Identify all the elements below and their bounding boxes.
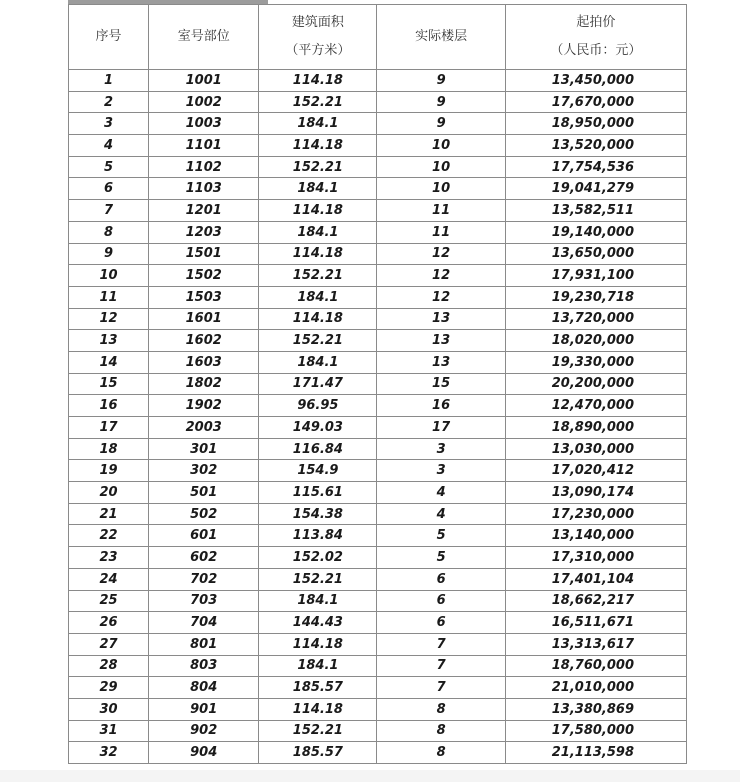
cell-price: 19,330,000 — [505, 351, 686, 373]
table-row — [69, 178, 687, 200]
cell-floor: 13 — [377, 330, 505, 352]
cell-area: 154.38 — [259, 503, 377, 525]
cell-floor: 13 — [377, 351, 505, 373]
cell-area: 184.1 — [259, 113, 377, 135]
cell-room: 601 — [149, 525, 259, 547]
cell-seq: 19 — [69, 460, 149, 482]
cell-area: 185.57 — [259, 742, 377, 764]
cell-room: 1102 — [149, 156, 259, 178]
cell-price: 13,380,869 — [505, 698, 686, 720]
cell-seq: 7 — [69, 200, 149, 222]
cell-floor: 11 — [377, 200, 505, 222]
cell-area: 149.03 — [259, 417, 377, 439]
cell-seq: 31 — [69, 720, 149, 742]
header-price — [505, 5, 686, 70]
cell-seq: 23 — [69, 547, 149, 569]
cell-seq: 27 — [69, 633, 149, 655]
table-row — [69, 720, 687, 742]
cell-price: 17,230,000 — [505, 503, 686, 525]
cell-seq: 3 — [69, 113, 149, 135]
cell-floor: 6 — [377, 590, 505, 612]
cell-floor: 10 — [377, 135, 505, 157]
header-floor: 实际楼层 — [377, 5, 505, 70]
table-row — [69, 438, 687, 460]
cell-room: 1603 — [149, 351, 259, 373]
cell-area: 184.1 — [259, 351, 377, 373]
table-row — [69, 330, 687, 352]
cell-room: 1601 — [149, 308, 259, 330]
cell-room: 301 — [149, 438, 259, 460]
cell-area: 171.47 — [259, 373, 377, 395]
cell-price: 13,720,000 — [505, 308, 686, 330]
cell-area: 152.21 — [259, 265, 377, 287]
cell-floor: 3 — [377, 460, 505, 482]
cell-price: 17,754,536 — [505, 156, 686, 178]
header-price-unit: （人民币：元） — [550, 43, 642, 58]
cell-price: 18,760,000 — [505, 655, 686, 677]
cell-floor: 3 — [377, 438, 505, 460]
cell-area: 154.9 — [259, 460, 377, 482]
cell-area: 184.1 — [259, 655, 377, 677]
cell-room: 1802 — [149, 373, 259, 395]
cell-room: 1602 — [149, 330, 259, 352]
table-row — [69, 417, 687, 439]
cell-seq: 1 — [69, 70, 149, 92]
cell-seq: 17 — [69, 417, 149, 439]
cell-floor: 13 — [377, 308, 505, 330]
header-room: 室号部位 — [149, 5, 259, 70]
cell-price: 21,010,000 — [505, 677, 686, 699]
header-price-title: 起拍价 — [576, 15, 616, 30]
cell-room: 803 — [149, 655, 259, 677]
table-row — [69, 286, 687, 308]
cell-area: 114.18 — [259, 243, 377, 265]
cell-area: 152.21 — [259, 720, 377, 742]
cell-floor: 9 — [377, 113, 505, 135]
cell-area: 152.21 — [259, 330, 377, 352]
cell-floor: 7 — [377, 655, 505, 677]
cell-seq: 24 — [69, 568, 149, 590]
cell-room: 302 — [149, 460, 259, 482]
table-row — [69, 91, 687, 113]
cell-area: 152.21 — [259, 156, 377, 178]
cell-room: 502 — [149, 503, 259, 525]
cell-floor: 9 — [377, 70, 505, 92]
cell-seq: 22 — [69, 525, 149, 547]
cell-price: 19,230,718 — [505, 286, 686, 308]
cell-area: 113.84 — [259, 525, 377, 547]
cell-area: 184.1 — [259, 590, 377, 612]
cell-room: 1502 — [149, 265, 259, 287]
table-row — [69, 525, 687, 547]
page-bottom-edge — [0, 770, 740, 782]
table-row — [69, 742, 687, 764]
cell-seq: 4 — [69, 135, 149, 157]
cell-area: 144.43 — [259, 612, 377, 634]
cell-area: 114.18 — [259, 698, 377, 720]
cell-room: 1002 — [149, 91, 259, 113]
cell-room: 1001 — [149, 70, 259, 92]
table-row — [69, 243, 687, 265]
cell-floor: 17 — [377, 417, 505, 439]
cell-price: 16,511,671 — [505, 612, 686, 634]
cell-floor: 7 — [377, 633, 505, 655]
table-row — [69, 265, 687, 287]
cell-room: 1203 — [149, 221, 259, 243]
cell-price: 19,041,279 — [505, 178, 686, 200]
cell-seq: 30 — [69, 698, 149, 720]
cell-seq: 25 — [69, 590, 149, 612]
cell-floor: 6 — [377, 612, 505, 634]
table-row — [69, 308, 687, 330]
cell-seq: 2 — [69, 91, 149, 113]
table-row — [69, 612, 687, 634]
cell-floor: 5 — [377, 525, 505, 547]
cell-room: 2003 — [149, 417, 259, 439]
cell-floor: 8 — [377, 720, 505, 742]
table-row — [69, 113, 687, 135]
cell-price: 18,662,217 — [505, 590, 686, 612]
cell-room: 1003 — [149, 113, 259, 135]
cell-price: 13,090,174 — [505, 482, 686, 504]
cell-room: 901 — [149, 698, 259, 720]
cell-seq: 6 — [69, 178, 149, 200]
cell-seq: 29 — [69, 677, 149, 699]
table-row — [69, 221, 687, 243]
cell-area: 184.1 — [259, 178, 377, 200]
table-row — [69, 200, 687, 222]
table-row — [69, 460, 687, 482]
header-area-unit: （平方米） — [285, 43, 351, 58]
cell-area: 152.02 — [259, 547, 377, 569]
cell-room: 704 — [149, 612, 259, 634]
cell-seq: 21 — [69, 503, 149, 525]
table-row — [69, 568, 687, 590]
cell-area: 114.18 — [259, 200, 377, 222]
cell-room: 1101 — [149, 135, 259, 157]
cell-price: 12,470,000 — [505, 395, 686, 417]
cell-price: 21,113,598 — [505, 742, 686, 764]
cell-floor: 15 — [377, 373, 505, 395]
cell-seq: 32 — [69, 742, 149, 764]
cell-room: 1201 — [149, 200, 259, 222]
header-seq: 序号 — [69, 5, 149, 70]
cell-seq: 16 — [69, 395, 149, 417]
table-row — [69, 503, 687, 525]
table-row — [69, 633, 687, 655]
cell-floor: 10 — [377, 178, 505, 200]
cell-area: 152.21 — [259, 568, 377, 590]
header-row — [69, 5, 687, 70]
cell-price: 17,310,000 — [505, 547, 686, 569]
cell-room: 703 — [149, 590, 259, 612]
cell-seq: 15 — [69, 373, 149, 395]
cell-area: 185.57 — [259, 677, 377, 699]
cell-room: 1902 — [149, 395, 259, 417]
cell-floor: 10 — [377, 156, 505, 178]
header-area — [259, 5, 377, 70]
cell-room: 1103 — [149, 178, 259, 200]
table-row — [69, 351, 687, 373]
table-row — [69, 655, 687, 677]
cell-seq: 10 — [69, 265, 149, 287]
cell-seq: 18 — [69, 438, 149, 460]
cell-price: 17,931,100 — [505, 265, 686, 287]
cell-floor: 8 — [377, 698, 505, 720]
table-row — [69, 135, 687, 157]
cell-price: 17,670,000 — [505, 91, 686, 113]
cell-floor: 5 — [377, 547, 505, 569]
cell-seq: 5 — [69, 156, 149, 178]
table-row — [69, 70, 687, 92]
table-row — [69, 698, 687, 720]
cell-price: 13,140,000 — [505, 525, 686, 547]
cell-price: 18,020,000 — [505, 330, 686, 352]
cell-floor: 4 — [377, 482, 505, 504]
table-row — [69, 590, 687, 612]
cell-room: 702 — [149, 568, 259, 590]
cell-room: 904 — [149, 742, 259, 764]
table-row — [69, 395, 687, 417]
cell-area: 96.95 — [259, 395, 377, 417]
cell-seq: 14 — [69, 351, 149, 373]
cell-area: 184.1 — [259, 221, 377, 243]
cell-price: 18,890,000 — [505, 417, 686, 439]
cell-floor: 12 — [377, 286, 505, 308]
cell-floor: 12 — [377, 265, 505, 287]
cell-area: 116.84 — [259, 438, 377, 460]
cell-floor: 8 — [377, 742, 505, 764]
table-body — [69, 70, 687, 764]
cell-area: 114.18 — [259, 633, 377, 655]
cell-floor: 4 — [377, 503, 505, 525]
cell-price: 13,582,511 — [505, 200, 686, 222]
table-row — [69, 373, 687, 395]
cell-area: 152.21 — [259, 91, 377, 113]
table-row — [69, 677, 687, 699]
cell-room: 1503 — [149, 286, 259, 308]
cell-floor: 6 — [377, 568, 505, 590]
cell-price: 17,401,104 — [505, 568, 686, 590]
cell-seq: 13 — [69, 330, 149, 352]
cell-room: 804 — [149, 677, 259, 699]
cell-floor: 11 — [377, 221, 505, 243]
cell-area: 114.18 — [259, 70, 377, 92]
cell-area: 184.1 — [259, 286, 377, 308]
cell-area: 114.18 — [259, 308, 377, 330]
cell-room: 902 — [149, 720, 259, 742]
cell-price: 17,580,000 — [505, 720, 686, 742]
table-row — [69, 156, 687, 178]
cell-floor: 16 — [377, 395, 505, 417]
cell-room: 801 — [149, 633, 259, 655]
cell-price: 13,520,000 — [505, 135, 686, 157]
cell-room: 1501 — [149, 243, 259, 265]
cell-price: 13,030,000 — [505, 438, 686, 460]
table-header — [69, 5, 687, 70]
cell-seq: 26 — [69, 612, 149, 634]
cell-price: 20,200,000 — [505, 373, 686, 395]
cell-seq: 11 — [69, 286, 149, 308]
cell-area: 115.61 — [259, 482, 377, 504]
auction-price-table — [68, 4, 687, 764]
header-area-title: 建筑面积 — [291, 15, 344, 30]
cell-seq: 28 — [69, 655, 149, 677]
cell-price: 13,313,617 — [505, 633, 686, 655]
cell-floor: 9 — [377, 91, 505, 113]
cell-price: 13,650,000 — [505, 243, 686, 265]
cell-room: 602 — [149, 547, 259, 569]
cell-price: 17,020,412 — [505, 460, 686, 482]
cell-seq: 9 — [69, 243, 149, 265]
table-row — [69, 482, 687, 504]
cell-seq: 20 — [69, 482, 149, 504]
cell-seq: 12 — [69, 308, 149, 330]
table-row — [69, 547, 687, 569]
cell-floor: 12 — [377, 243, 505, 265]
cell-floor: 7 — [377, 677, 505, 699]
cell-seq: 8 — [69, 221, 149, 243]
cell-price: 13,450,000 — [505, 70, 686, 92]
cell-price: 19,140,000 — [505, 221, 686, 243]
cell-price: 18,950,000 — [505, 113, 686, 135]
cell-room: 501 — [149, 482, 259, 504]
cell-area: 114.18 — [259, 135, 377, 157]
